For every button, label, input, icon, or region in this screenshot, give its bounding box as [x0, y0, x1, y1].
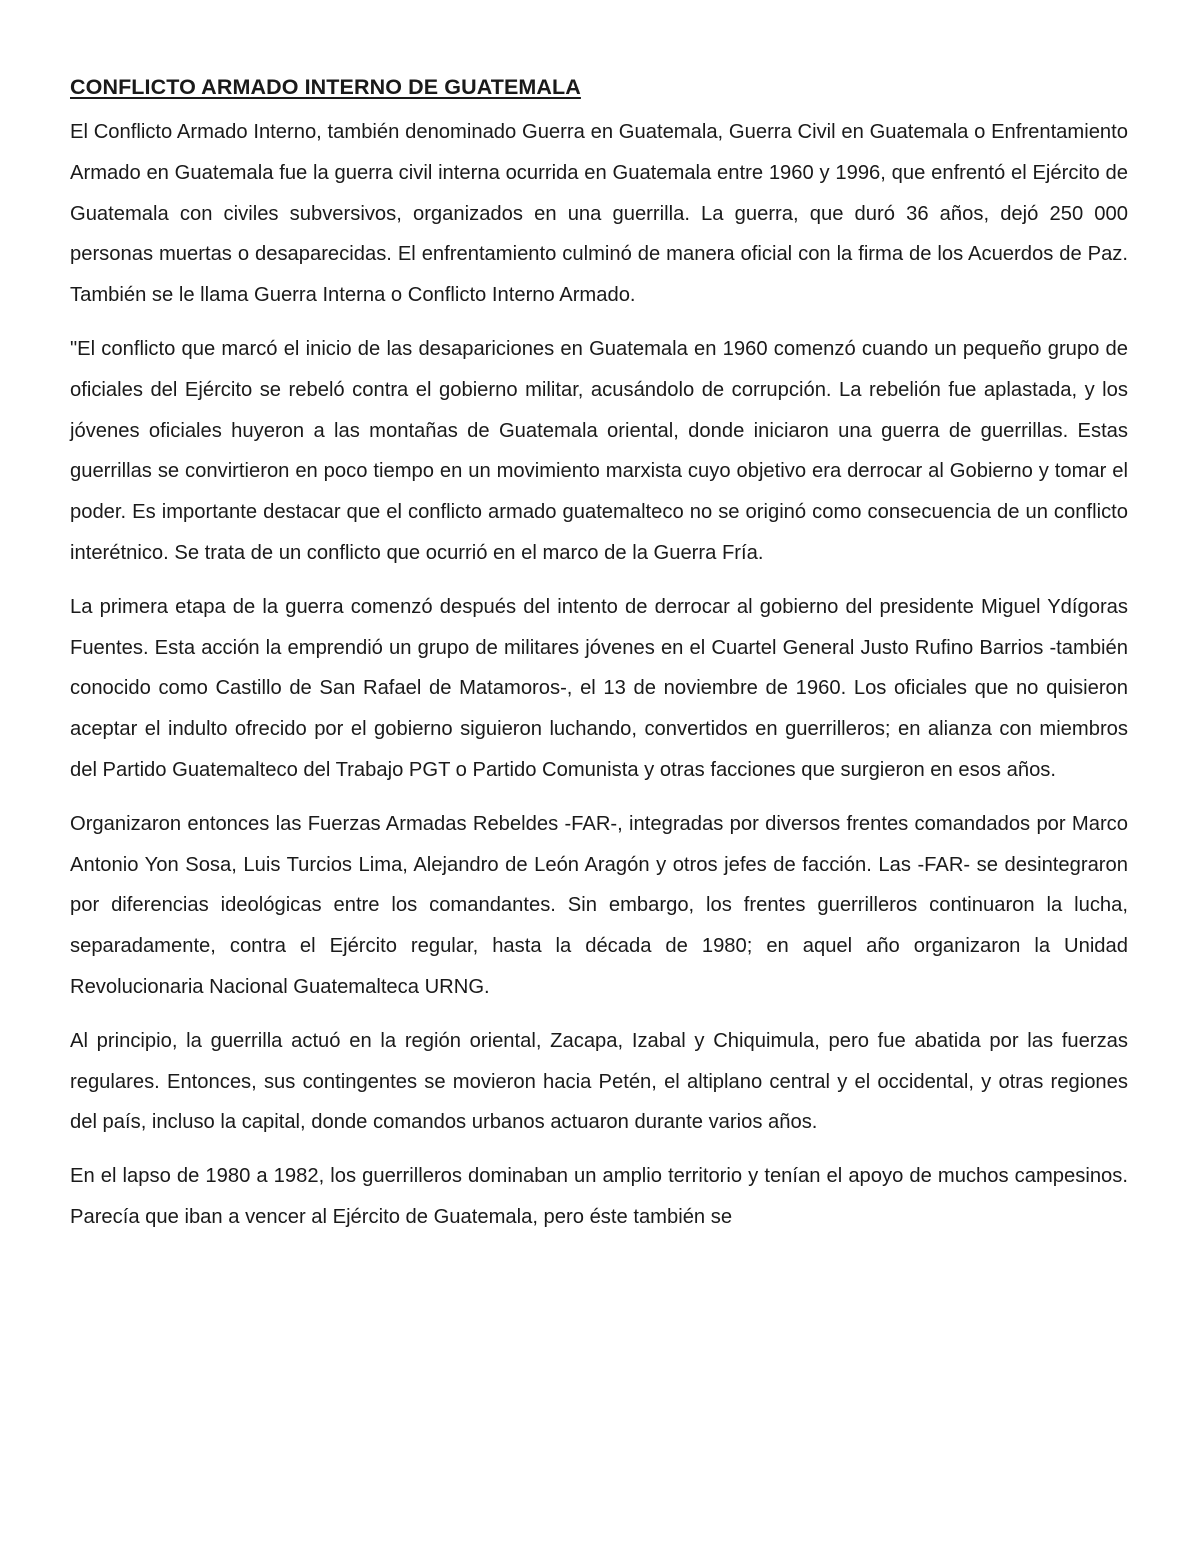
paragraph-1: El Conflicto Armado Interno, también denominado Guerra en Guatemala, Guerra Civil en Guatemala o Enfrentamiento Armado en Guatemala fue la guerra civil interna ocurrida en Guatemala entre 1960 y 1996, que enfrentó el Ejército de Guatemala con civiles subversivos, organizados en una guerrilla. La guerra, que duró 36 años, dejó 250 000 personas muertas o desaparecidas. El enfrentamiento culminó de manera oficial con la firma de los Acuerdos de Paz. También se le llama Guerra Interna o Conflicto Interno Armado.: [70, 121, 1128, 307]
paragraph-4: Organizaron entonces las Fuerzas Armadas Rebeldes -FAR-, integradas por diversos frentes comandados por Marco Antonio Yon Sosa, Luis Turcios Lima, Alejandro de León Aragón y otros jefes de facción. Las -FAR- se desintegraron por diferencias ideológicas entre los comandantes. Sin embargo, los frentes guerrilleros continuaron la lucha, separadamente, contra el Ejército regular, hasta la década de 1980; en aquel año organizaron la Unidad Revolucionaria Nacional Guatemalteca URNG.: [70, 812, 1128, 998]
paragraph-6: En el lapso de 1980 a 1982, los guerrilleros dominaban un amplio territorio y tenían el apoyo de muchos campesinos. Parecía que iban a vencer al Ejército de Guatemala, pero éste también se: [70, 1165, 1128, 1228]
paragraph-5: Al principio, la guerrilla actuó en la región oriental, Zacapa, Izabal y Chiquimula, pero fue abatida por las fuerzas regulares. Entonces, sus contingentes se movieron hacia Petén, el altiplano central y el occidental, y otras regiones del país, incluso la capital, donde comandos urbanos actuaron durante varios años.: [70, 1029, 1128, 1134]
paragraph-3: La primera etapa de la guerra comenzó después del intento de derrocar al gobierno del presidente Miguel Ydígoras Fuentes. Esta acción la emprendió un grupo de militares jóvenes en el Cuartel General Justo Rufino Barrios -también conocido como Castillo de San Rafael de Matamoros-, el 13 de noviembre de 1960. Los oficiales que no quisieron aceptar el indulto ofrecido por el gobierno siguieron luchando, convertidos en guerrilleros; en alianza con miembros del Partido Guatemalteco del Trabajo PGT o Partido Comunista y otras facciones que surgieron en esos años.: [70, 595, 1128, 781]
document-page: [70, 72, 1128, 1251]
paragraph-2: "El conflicto que marcó el inicio de las desapariciones en Guatemala en 1960 comenzó cuando un pequeño grupo de oficiales del Ejército se rebeló contra el gobierno militar, acusándolo de corrupción. La rebelión fue aplastada, y los jóvenes oficiales huyeron a las montañas de Guatemala oriental, donde iniciaron una guerra de guerrillas. Estas guerrillas se convirtieron en poco tiempo en un movimiento marxista cuyo objetivo era derrocar al Gobierno y tomar el poder. Es importante destacar que el conflicto armado guatemalteco no se originó como consecuencia de un conflicto interétnico. Se trata de un conflicto que ocurrió en el marco de la Guerra Fría.: [70, 337, 1128, 564]
document-title: CONFLICTO ARMADO INTERNO DE GUATEMALA: [70, 75, 581, 99]
